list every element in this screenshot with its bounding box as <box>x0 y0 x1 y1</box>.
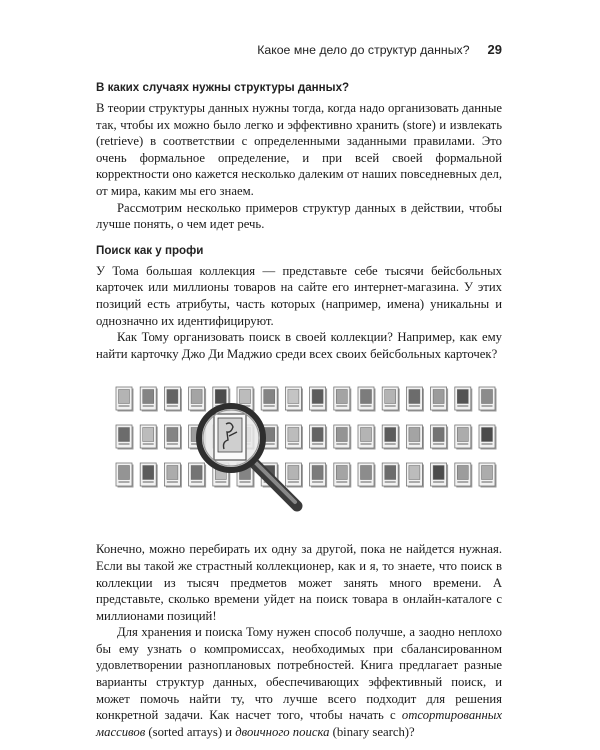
baseball-card <box>140 425 158 450</box>
paragraph: В теории структуры данных нужны тогда, когда надо организовать данные так, чтобы их можно было легко и эффективно хранить (store) и извлекать (retrieve) в соответствии с определенными заданными правилами. Это очень формальное определение, и при всей своей формальной корректности оно кажется несколько далеким от наших повседневных дел, от мира, каким мы его знаем. <box>96 101 502 198</box>
page-header <box>96 42 502 62</box>
baseball-card <box>310 387 328 412</box>
baseball-card <box>116 387 134 412</box>
magnifying-glass-icon <box>199 406 297 506</box>
baseball-card <box>116 463 134 488</box>
baseball-card <box>358 387 376 412</box>
baseball-card <box>431 463 449 488</box>
baseball-card <box>164 463 182 488</box>
page-number: 29 <box>487 42 502 57</box>
baseball-card <box>285 387 303 412</box>
baseball-card <box>189 463 207 488</box>
baseball-card <box>334 425 352 450</box>
emphasis-sorted-arrays: отсортированных массивов <box>96 708 502 739</box>
baseball-card <box>116 425 134 450</box>
baseball-card <box>455 425 473 450</box>
emphasis-binary-search: двоичного поиска <box>235 724 330 739</box>
baseball-card <box>382 387 400 412</box>
baseball-card <box>140 387 158 412</box>
section-heading-data-structures: В каких случаях нужны структуры данных? <box>96 81 350 94</box>
baseball-card <box>455 387 473 412</box>
paragraph: Рассмотрим несколько примеров структур данных в действии, чтобы лучше понять, о чем идет речь. <box>96 200 502 232</box>
paragraph: Как Тому организовать поиск в своей коллекции? Например, как ему найти карточку Джо Ди Маджио среди всех своих бейсбольных карточек? <box>96 330 502 361</box>
section-heading-search: Поиск как у профи <box>96 243 204 257</box>
baseball-card <box>164 387 182 412</box>
baseball-card <box>164 425 182 450</box>
baseball-card <box>406 387 424 412</box>
baseball-card <box>455 463 473 488</box>
baseball-card <box>382 463 400 488</box>
baseball-card <box>358 463 376 488</box>
paragraph: Для хранения и поиска Тому нужен способ получше, а заодно неплохо бы ему узнать о компромиссах, необходимых при сбалансированном удовлетворении разноплановых потребностей. Книга предлагает разные варианты структур данных, обеспечивающих эффективный поиск, и может помочь найти ту, что лучше всего подходит для решения конкретной задачи. Как насчет того, чтобы начать с отсортированных массивов (sorted arrays) и двоичного поиска (binary search)? <box>96 625 502 739</box>
baseball-card <box>431 425 449 450</box>
baseball-card <box>140 463 158 488</box>
baseball-card <box>479 463 497 488</box>
baseball-card <box>285 463 303 488</box>
baseball-card <box>285 425 303 450</box>
baseball-card <box>406 425 424 450</box>
baseball-card <box>382 425 400 450</box>
baseball-card <box>358 425 376 450</box>
cards-search-illustration <box>96 383 502 523</box>
baseball-card <box>334 387 352 412</box>
running-title: Какое мне дело до структур данных? <box>257 43 470 57</box>
cards-grid-figure <box>96 383 502 523</box>
baseball-card <box>189 387 207 412</box>
paragraph: Конечно, можно перебирать их одну за другой, пока не найдется нужная. Если вы такой же страстный коллекционер, как и я, то знаете, что поиск в коллекции из тысяч предметов может занять много времени. А представьте, сколько времени уйдет на поиск товара в онлайн-каталоге с миллионами позиций! <box>96 542 502 623</box>
baseball-card <box>406 463 424 488</box>
baseball-card <box>310 463 328 488</box>
baseball-card <box>479 387 497 412</box>
baseball-card <box>431 387 449 412</box>
paragraph: У Тома большая коллекция — представьте себе тысячи бейсбольных карточек или миллионы товаров на сайте его интернет-магазина. У этих позиций есть атрибуты, часть которых (например, имена) уникальны и однозначно их идентифицируют. <box>96 263 502 328</box>
page-body <box>96 78 502 740</box>
baseball-card <box>310 425 328 450</box>
baseball-card <box>479 425 497 450</box>
baseball-card <box>334 463 352 488</box>
baseball-card <box>261 387 279 412</box>
